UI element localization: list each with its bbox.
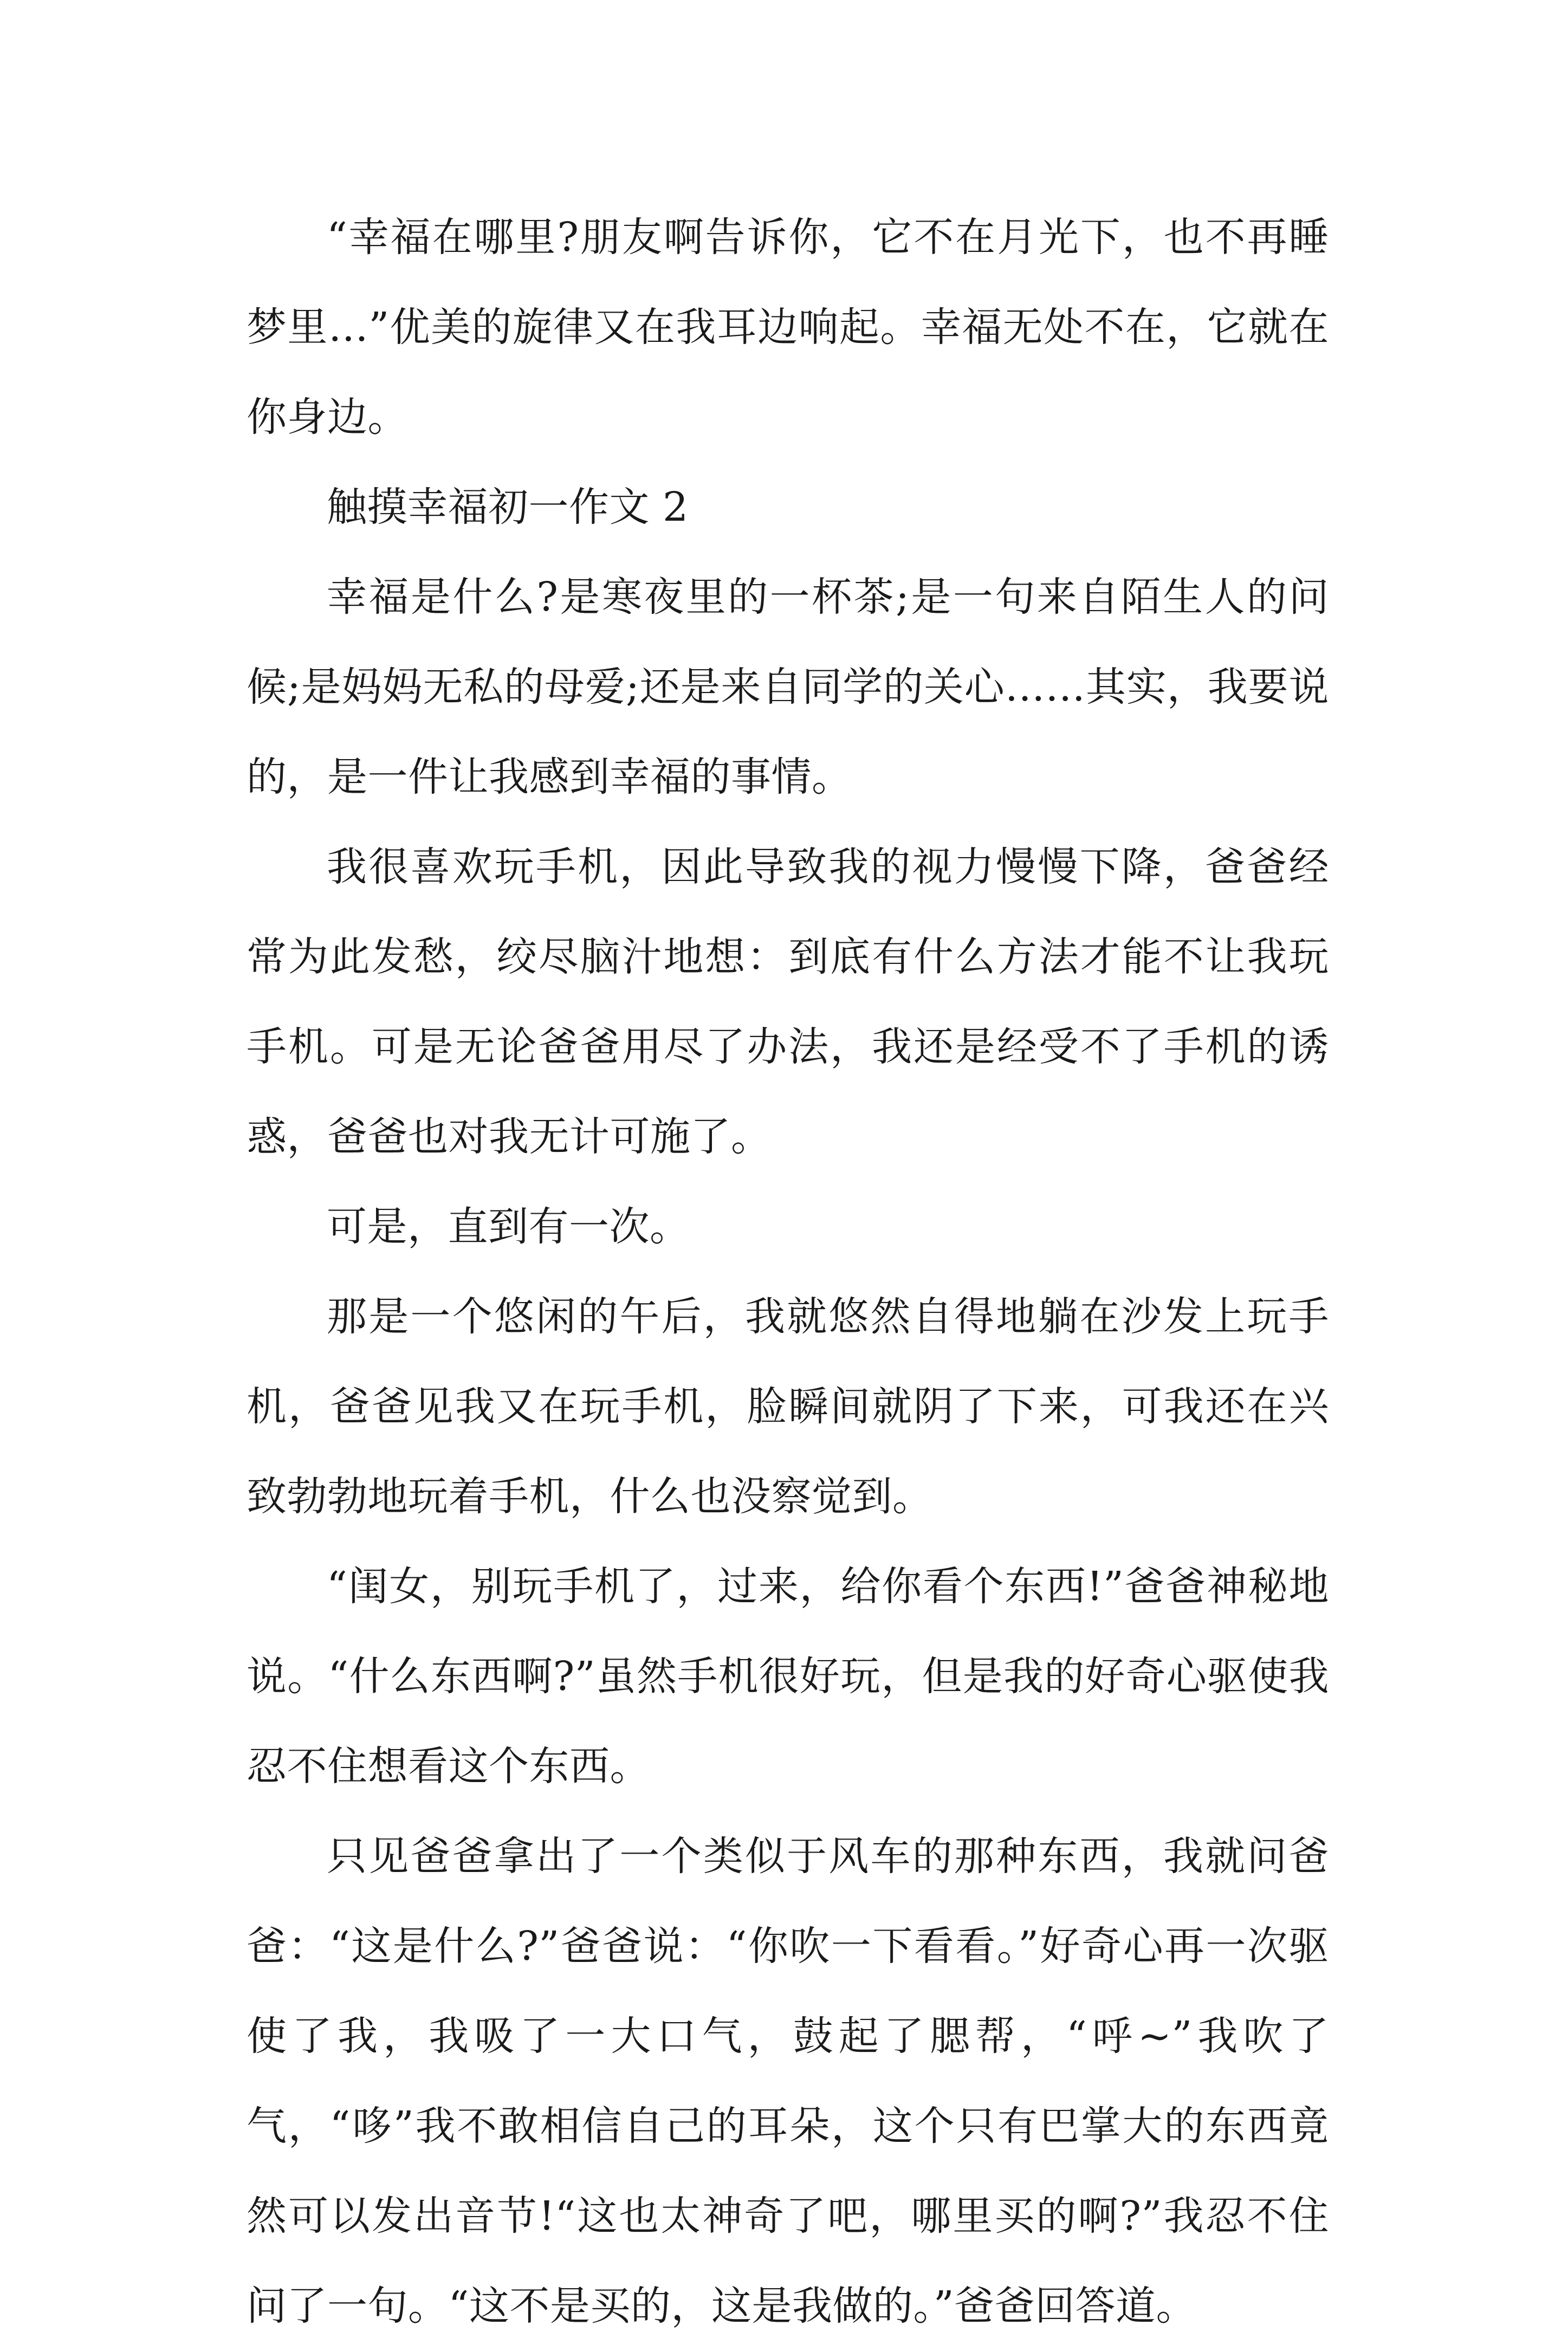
paragraph-phone-habit: 我很喜欢玩手机，因此导致我的视力慢慢下降，爸爸经常为此发愁，绞尽脑汁地想：到底有什么方法才能不让我玩手机。可是无论爸爸用尽了办法，我还是经受不了手机的诱惑，爸爸也对我无计可施了。 [247, 844, 1329, 1160]
document-body [247, 192, 1329, 2351]
paragraph-what-is-happiness: 幸福是什么?是寒夜里的一杯茶;是一句来自陌生人的问候;是妈妈无私的母爱;还是来自同学的关心……其实，我要说的，是一件让我感到幸福的事情。 [247, 574, 1329, 800]
paragraph-afternoon: 那是一个悠闲的午后，我就悠然自得地躺在沙发上玩手机，爸爸见我又在玩手机，脸瞬间就阴了下来，可我还在兴致勃勃地玩着手机，什么也没察觉到。 [247, 1293, 1329, 1520]
paragraph-whistle: 只见爸爸拿出了一个类似于风车的那种东西，我就问爸爸：“这是什么?”爸爸说：“你吹一下看看。”好奇心再一次驱使了我，我吸了一大口气，鼓起了腮帮，“呼~”我吹了气，“哆”我不敢相信自己的耳朵，这个只有巴掌大的东西竟然可以发出音节!“这也太神奇了吧，哪里买的啊?”我忍不住问了一句。“这不是买的，这是我做的。”爸爸回答道。 [247, 1833, 1329, 2329]
essay-title: 触摸幸福初一作文 2 [327, 484, 689, 530]
paragraph-intro-quote: “幸福在哪里?朋友啊告诉你，它不在月光下，也不再睡梦里…”优美的旋律又在我耳边响起。幸福无处不在，它就在你身边。 [247, 214, 1329, 441]
paragraph-dad-calls: “闺女，别玩手机了，过来，给你看个东西!”爸爸神秘地说。“什么东西啊?”虽然手机很好玩，但是我的好奇心驱使我忍不住想看这个东西。 [247, 1563, 1329, 1790]
paragraph-until-once: 可是，直到有一次。 [327, 1203, 690, 1250]
